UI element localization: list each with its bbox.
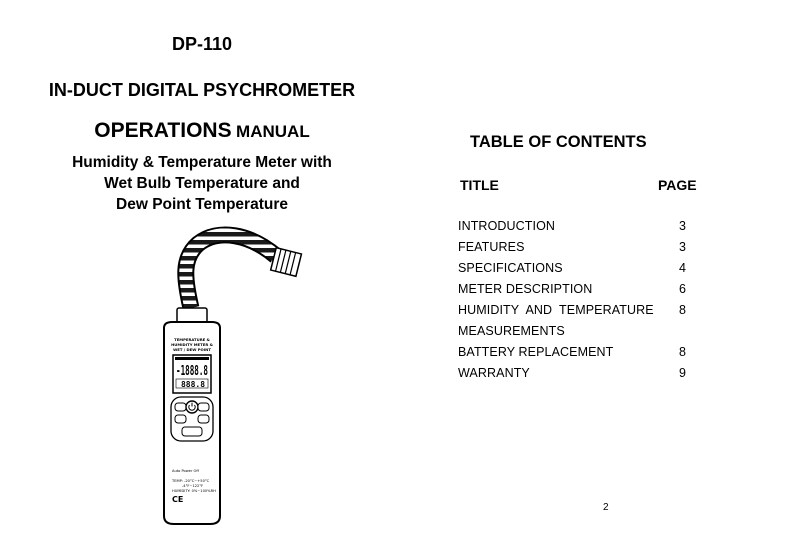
device-label-line-1: TEMPERATURE & bbox=[174, 337, 210, 342]
subtitle-line-1: Humidity & Temperature Meter with bbox=[72, 154, 332, 171]
toc-row-page: 6 bbox=[679, 282, 686, 296]
toc-row-label: FEATURES bbox=[458, 240, 525, 254]
toc-row-label: WARRANTY bbox=[458, 366, 530, 380]
manual-title bbox=[0, 119, 404, 143]
mode-button[interactable] bbox=[175, 403, 186, 411]
toc-row-features[interactable] bbox=[458, 240, 688, 261]
toc-row-warranty[interactable] bbox=[458, 366, 688, 387]
gooseneck-probe bbox=[186, 235, 276, 308]
subtitle-line-3: Dew Point Temperature bbox=[116, 196, 288, 213]
toc-row-page: 3 bbox=[679, 240, 686, 254]
toc-row-specifications[interactable] bbox=[458, 261, 688, 282]
unit-button[interactable] bbox=[198, 415, 209, 423]
device-label-line-3: WET / DEW POINT bbox=[173, 347, 211, 352]
model-number: DP-110 bbox=[171, 34, 233, 54]
toc-row-battery-replacement[interactable] bbox=[458, 345, 688, 366]
toc-row-page: 8 bbox=[679, 345, 686, 359]
toc-column-page: PAGE bbox=[658, 177, 697, 193]
psychrometer-illustration bbox=[160, 200, 340, 525]
toc-row-page: 8 bbox=[679, 303, 686, 317]
toc-row-introduction[interactable] bbox=[458, 219, 688, 240]
spec-line-3: -4°F~122°F bbox=[182, 484, 204, 488]
toc-row-meter-description[interactable] bbox=[458, 282, 688, 303]
toc-row-page: 4 bbox=[679, 261, 686, 275]
toc-column-title: TITLE bbox=[460, 177, 499, 193]
toc-row-label: METER DESCRIPTION bbox=[458, 282, 593, 296]
ce-mark: CE bbox=[172, 495, 184, 504]
spec-line-4: HUMIDITY: 0%~100%RH bbox=[172, 489, 216, 493]
manual-title-main: OPERATIONS bbox=[94, 119, 232, 142]
sensor-tip bbox=[271, 248, 302, 277]
lcd-sub-reading: 888.8 bbox=[181, 380, 206, 389]
toc-row-label: BATTERY REPLACEMENT bbox=[458, 345, 614, 359]
toc-row-label: HUMIDITY AND TEMPERATURE bbox=[458, 303, 654, 317]
manual-title-suffix: MANUAL bbox=[236, 122, 310, 141]
toc-row-page: 9 bbox=[679, 366, 686, 380]
toc-row-label: SPECIFICATIONS bbox=[458, 261, 563, 275]
max-min-button[interactable] bbox=[175, 415, 186, 423]
device-label-line-2: HUMIDITY METER & bbox=[171, 342, 213, 347]
toc-row-label: MEASUREMENTS bbox=[458, 324, 565, 338]
toc-row-page: 3 bbox=[679, 219, 686, 233]
hold-button[interactable] bbox=[198, 403, 209, 411]
subtitle-line-2: Wet Bulb Temperature and bbox=[104, 175, 300, 192]
toc-row-measurements[interactable] bbox=[458, 324, 688, 345]
lcd-mode-bar bbox=[175, 357, 209, 360]
toc-row-humidity-temperature[interactable] bbox=[458, 303, 688, 324]
product-title: IN-DUCT DIGITAL PSYCHROMETER bbox=[48, 80, 356, 100]
spec-line-2: TEMP: -20°C~+50°C bbox=[172, 479, 210, 483]
backlight-button[interactable] bbox=[182, 427, 202, 436]
spec-line-1: Auto Power Off bbox=[172, 469, 199, 473]
toc-row-label: INTRODUCTION bbox=[458, 219, 556, 233]
lcd-main-reading: -1888.8 bbox=[176, 364, 209, 379]
toc-title: TABLE OF CONTENTS bbox=[470, 133, 647, 151]
page-number: 2 bbox=[603, 502, 609, 513]
